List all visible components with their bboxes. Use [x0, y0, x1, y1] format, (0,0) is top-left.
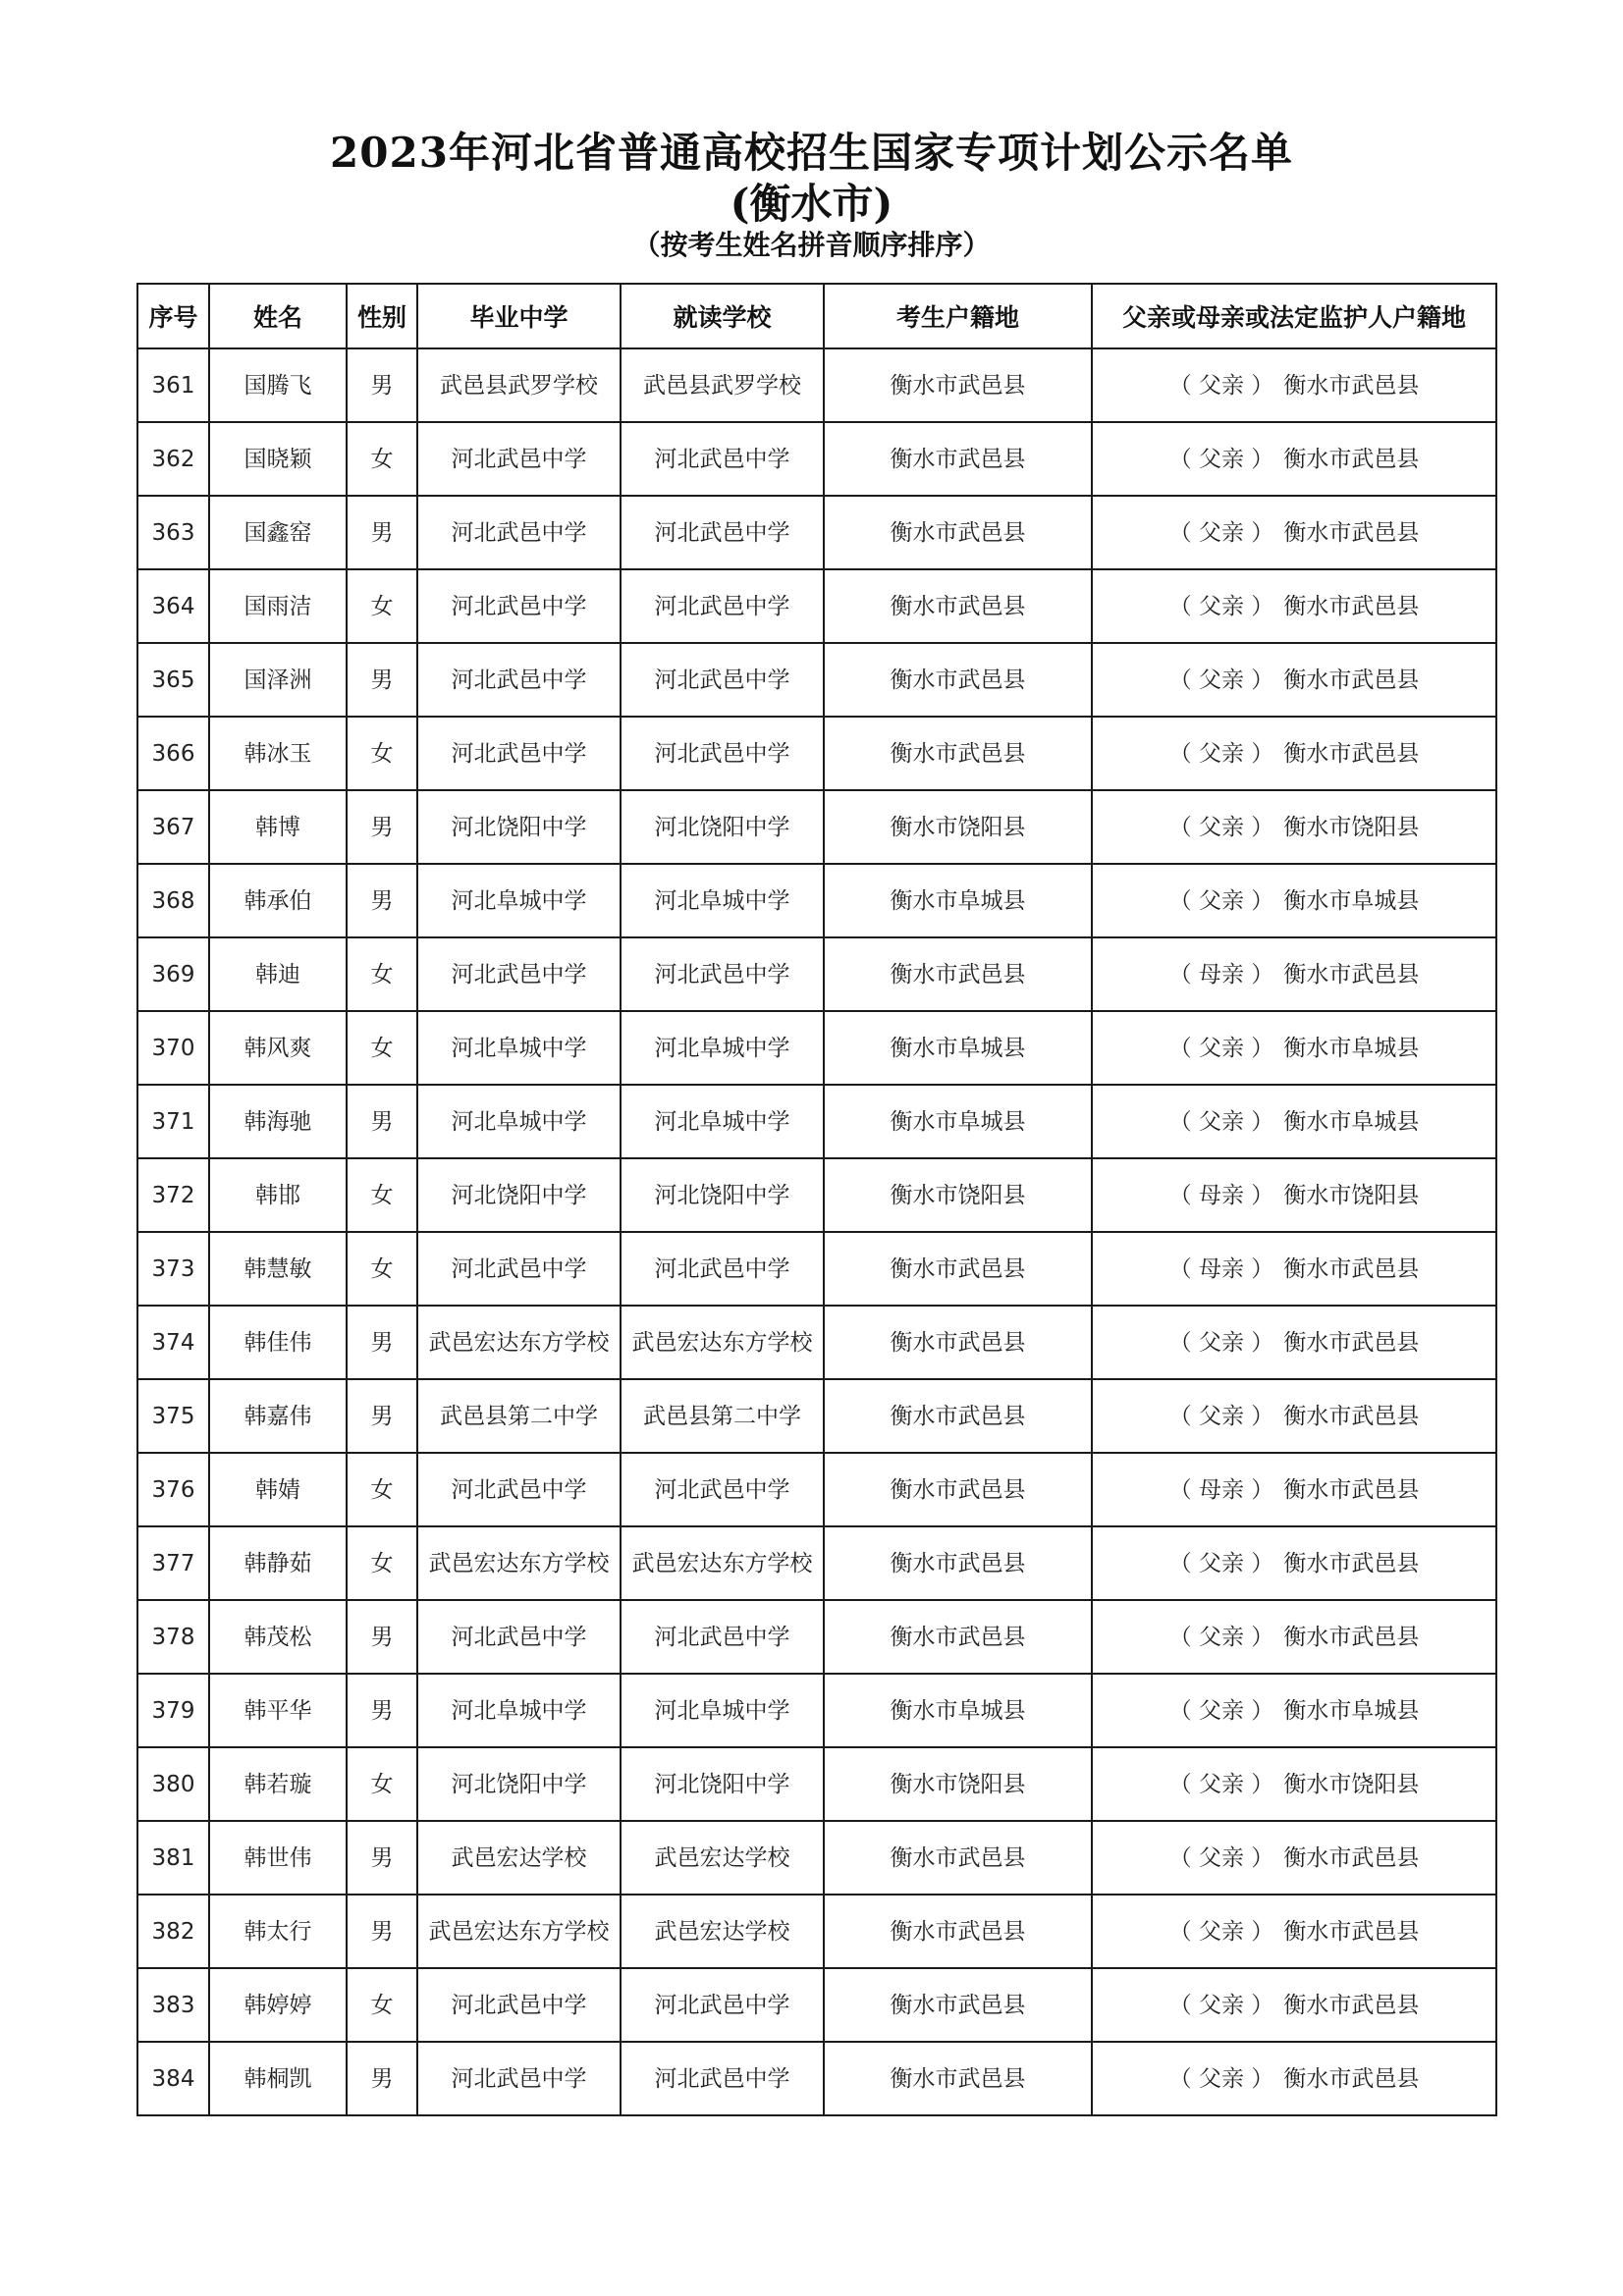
table-row: [137, 643, 1496, 717]
cell-gender: 女: [347, 1011, 417, 1085]
cell-name: 韩平华: [209, 1674, 347, 1747]
cell-name: 韩风爽: [209, 1011, 347, 1085]
cell-hukou: 衡水市武邑县: [824, 496, 1092, 569]
cell-name: 韩若璇: [209, 1747, 347, 1821]
cell-name: 韩迪: [209, 937, 347, 1011]
cell-serial: 368: [137, 864, 209, 937]
header-hukou: 考生户籍地: [824, 284, 1092, 348]
cell-current-school: 武邑县武罗学校: [621, 348, 824, 422]
cell-current-school: 河北武邑中学: [621, 1600, 824, 1674]
cell-guardian-hukou: [1092, 1453, 1496, 1526]
cell-current-school: 河北饶阳中学: [621, 1158, 824, 1232]
table-row: [137, 1968, 1496, 2042]
header-guardian-hukou: 父亲或母亲或法定监护人户籍地: [1092, 284, 1496, 348]
guardian-place: 衡水市饶阳县: [1283, 1771, 1420, 1797]
cell-guardian-hukou: [1092, 717, 1496, 790]
guardian-place: 衡水市武邑县: [1283, 1844, 1420, 1871]
cell-current-school: 河北阜城中学: [621, 864, 824, 937]
cell-name: 韩佳伟: [209, 1306, 347, 1379]
cell-name: 国晓颖: [209, 422, 347, 496]
guardian-place: 衡水市武邑县: [1283, 446, 1420, 472]
cell-graduation-school: 河北武邑中学: [417, 569, 621, 643]
cell-current-school: 河北阜城中学: [621, 1674, 824, 1747]
table-row: [137, 1085, 1496, 1158]
cell-serial: 372: [137, 1158, 209, 1232]
cell-serial: 361: [137, 348, 209, 422]
guardian-place: 衡水市武邑县: [1283, 1329, 1420, 1356]
cell-current-school: 河北武邑中学: [621, 496, 824, 569]
roster-table: [136, 283, 1497, 2116]
table-row: [137, 1747, 1496, 1821]
guardian-relation: （ 父亲 ）: [1168, 1035, 1274, 1061]
cell-gender: 男: [347, 1895, 417, 1968]
cell-gender: 男: [347, 1085, 417, 1158]
cell-gender: 男: [347, 643, 417, 717]
cell-guardian-hukou: [1092, 1600, 1496, 1674]
table-row: [137, 1674, 1496, 1747]
cell-graduation-school: 河北武邑中学: [417, 717, 621, 790]
table-header-row: [137, 284, 1496, 348]
cell-current-school: 河北武邑中学: [621, 1232, 824, 1306]
cell-serial: 366: [137, 717, 209, 790]
guardian-place: 衡水市阜城县: [1283, 1035, 1420, 1061]
guardian-place: 衡水市阜城县: [1283, 1697, 1420, 1724]
cell-current-school: 河北武邑中学: [621, 1968, 824, 2042]
cell-hukou: 衡水市阜城县: [824, 864, 1092, 937]
header-current-school: 就读学校: [621, 284, 824, 348]
cell-guardian-hukou: [1092, 1379, 1496, 1453]
cell-hukou: 衡水市阜城县: [824, 1085, 1092, 1158]
cell-graduation-school: 武邑宏达东方学校: [417, 1306, 621, 1379]
cell-guardian-hukou: [1092, 1085, 1496, 1158]
cell-hukou: 衡水市饶阳县: [824, 1747, 1092, 1821]
cell-gender: 女: [347, 1747, 417, 1821]
cell-graduation-school: 河北武邑中学: [417, 2042, 621, 2115]
cell-hukou: 衡水市武邑县: [824, 1895, 1092, 1968]
cell-hukou: 衡水市武邑县: [824, 1232, 1092, 1306]
guardian-place: 衡水市阜城县: [1283, 887, 1420, 914]
cell-guardian-hukou: [1092, 569, 1496, 643]
cell-graduation-school: 河北饶阳中学: [417, 1747, 621, 1821]
guardian-relation: （ 父亲 ）: [1168, 2065, 1274, 2092]
cell-hukou: 衡水市武邑县: [824, 1453, 1092, 1526]
cell-serial: 367: [137, 790, 209, 864]
cell-serial: 374: [137, 1306, 209, 1379]
guardian-place: 衡水市饶阳县: [1283, 814, 1420, 840]
guardian-relation: （ 父亲 ）: [1168, 814, 1274, 840]
cell-gender: 女: [347, 1453, 417, 1526]
header-gender: 性别: [347, 284, 417, 348]
guardian-relation: （ 父亲 ）: [1168, 519, 1274, 546]
cell-hukou: 衡水市武邑县: [824, 1600, 1092, 1674]
guardian-place: 衡水市武邑县: [1283, 1918, 1420, 1945]
guardian-place: 衡水市武邑县: [1283, 2065, 1420, 2092]
guardian-relation: （ 父亲 ）: [1168, 446, 1274, 472]
table-row: [137, 496, 1496, 569]
cell-current-school: 武邑宏达学校: [621, 1821, 824, 1895]
cell-serial: 377: [137, 1526, 209, 1600]
cell-hukou: 衡水市武邑县: [824, 717, 1092, 790]
cell-name: 国腾飞: [209, 348, 347, 422]
cell-serial: 381: [137, 1821, 209, 1895]
cell-graduation-school: 河北武邑中学: [417, 1600, 621, 1674]
cell-gender: 女: [347, 1232, 417, 1306]
table-row: [137, 937, 1496, 1011]
cell-guardian-hukou: [1092, 348, 1496, 422]
cell-guardian-hukou: [1092, 496, 1496, 569]
guardian-relation: （ 父亲 ）: [1168, 1697, 1274, 1724]
guardian-relation: （ 父亲 ）: [1168, 1624, 1274, 1650]
cell-guardian-hukou: [1092, 1232, 1496, 1306]
table-row: [137, 1895, 1496, 1968]
cell-current-school: 河北武邑中学: [621, 937, 824, 1011]
table-row: [137, 2042, 1496, 2115]
cell-name: 国雨洁: [209, 569, 347, 643]
cell-current-school: 河北武邑中学: [621, 569, 824, 643]
cell-gender: 男: [347, 348, 417, 422]
cell-current-school: 武邑宏达东方学校: [621, 1526, 824, 1600]
cell-name: 韩婧: [209, 1453, 347, 1526]
cell-graduation-school: 河北武邑中学: [417, 643, 621, 717]
guardian-relation: （ 母亲 ）: [1168, 961, 1274, 988]
cell-graduation-school: 河北武邑中学: [417, 1968, 621, 2042]
cell-gender: 女: [347, 422, 417, 496]
document-subtitle: (衡水市): [730, 180, 893, 228]
guardian-place: 衡水市武邑县: [1283, 593, 1420, 619]
cell-serial: 364: [137, 569, 209, 643]
cell-name: 韩婷婷: [209, 1968, 347, 2042]
cell-guardian-hukou: [1092, 1306, 1496, 1379]
guardian-place: 衡水市武邑县: [1283, 961, 1420, 988]
cell-name: 韩太行: [209, 1895, 347, 1968]
header-name: 姓名: [209, 284, 347, 348]
cell-current-school: 河北武邑中学: [621, 2042, 824, 2115]
cell-hukou: 衡水市武邑县: [824, 422, 1092, 496]
guardian-place: 衡水市武邑县: [1283, 1476, 1420, 1503]
table-row: [137, 348, 1496, 422]
guardian-place: 衡水市阜城县: [1283, 1108, 1420, 1135]
guardian-relation: （ 父亲 ）: [1168, 1403, 1274, 1429]
cell-name: 韩冰玉: [209, 717, 347, 790]
header-serial: 序号: [137, 284, 209, 348]
guardian-relation: （ 父亲 ）: [1168, 887, 1274, 914]
cell-guardian-hukou: [1092, 1821, 1496, 1895]
cell-serial: 373: [137, 1232, 209, 1306]
cell-gender: 男: [347, 496, 417, 569]
header-graduation-school: 毕业中学: [417, 284, 621, 348]
cell-graduation-school: 武邑县武罗学校: [417, 348, 621, 422]
cell-current-school: 河北武邑中学: [621, 422, 824, 496]
cell-name: 韩海驰: [209, 1085, 347, 1158]
cell-name: 韩慧敏: [209, 1232, 347, 1306]
cell-hukou: 衡水市饶阳县: [824, 1158, 1092, 1232]
cell-gender: 女: [347, 937, 417, 1011]
cell-serial: 382: [137, 1895, 209, 1968]
table-row: [137, 1232, 1496, 1306]
cell-serial: 384: [137, 2042, 209, 2115]
table-row: [137, 1306, 1496, 1379]
cell-hukou: 衡水市阜城县: [824, 1011, 1092, 1085]
cell-gender: 男: [347, 1600, 417, 1674]
table-row: [137, 864, 1496, 937]
guardian-place: 衡水市武邑县: [1283, 372, 1420, 399]
cell-gender: 男: [347, 2042, 417, 2115]
cell-graduation-school: 河北阜城中学: [417, 1085, 621, 1158]
cell-graduation-school: 河北武邑中学: [417, 1453, 621, 1526]
cell-guardian-hukou: [1092, 643, 1496, 717]
cell-gender: 男: [347, 790, 417, 864]
cell-name: 国泽洲: [209, 643, 347, 717]
cell-hukou: 衡水市阜城县: [824, 1674, 1092, 1747]
cell-current-school: 河北武邑中学: [621, 643, 824, 717]
cell-gender: 男: [347, 1379, 417, 1453]
cell-hukou: 衡水市武邑县: [824, 1968, 1092, 2042]
cell-guardian-hukou: [1092, 1158, 1496, 1232]
table-row: [137, 422, 1496, 496]
guardian-place: 衡水市武邑县: [1283, 1624, 1420, 1650]
cell-name: 韩茂松: [209, 1600, 347, 1674]
cell-current-school: 河北武邑中学: [621, 1453, 824, 1526]
cell-guardian-hukou: [1092, 1526, 1496, 1600]
cell-current-school: 武邑宏达东方学校: [621, 1306, 824, 1379]
cell-guardian-hukou: [1092, 2042, 1496, 2115]
guardian-relation: （ 父亲 ）: [1168, 1992, 1274, 2018]
guardian-relation: （ 父亲 ）: [1168, 740, 1274, 767]
guardian-place: 衡水市武邑县: [1283, 1255, 1420, 1282]
cell-name: 韩桐凯: [209, 2042, 347, 2115]
guardian-relation: （ 父亲 ）: [1168, 593, 1274, 619]
cell-name: 韩承伯: [209, 864, 347, 937]
cell-gender: 男: [347, 1306, 417, 1379]
cell-graduation-school: 武邑宏达学校: [417, 1821, 621, 1895]
cell-hukou: 衡水市武邑县: [824, 2042, 1092, 2115]
cell-gender: 男: [347, 864, 417, 937]
cell-gender: 男: [347, 1821, 417, 1895]
cell-name: 国鑫窑: [209, 496, 347, 569]
cell-guardian-hukou: [1092, 1895, 1496, 1968]
table-row: [137, 717, 1496, 790]
guardian-place: 衡水市武邑县: [1283, 1992, 1420, 2018]
cell-current-school: 河北阜城中学: [621, 1011, 824, 1085]
cell-graduation-school: 武邑宏达东方学校: [417, 1526, 621, 1600]
cell-graduation-school: 河北饶阳中学: [417, 1158, 621, 1232]
guardian-relation: （ 父亲 ）: [1168, 1771, 1274, 1797]
cell-gender: 女: [347, 1526, 417, 1600]
guardian-relation: （ 父亲 ）: [1168, 1918, 1274, 1945]
guardian-place: 衡水市武邑县: [1283, 1550, 1420, 1576]
cell-gender: 女: [347, 1158, 417, 1232]
cell-hukou: 衡水市武邑县: [824, 569, 1092, 643]
document-title: 2023年河北省普通高校招生国家专项计划公示名单: [330, 129, 1293, 177]
table-row: [137, 1453, 1496, 1526]
cell-hukou: 衡水市武邑县: [824, 348, 1092, 422]
guardian-relation: （ 父亲 ）: [1168, 1108, 1274, 1135]
cell-gender: 男: [347, 1674, 417, 1747]
cell-serial: 383: [137, 1968, 209, 2042]
cell-name: 韩嘉伟: [209, 1379, 347, 1453]
cell-current-school: 河北阜城中学: [621, 1085, 824, 1158]
cell-graduation-school: 武邑宏达东方学校: [417, 1895, 621, 1968]
cell-name: 韩静茹: [209, 1526, 347, 1600]
sort-note: （按考生姓名拼音顺序排序）: [632, 229, 991, 261]
cell-hukou: 衡水市武邑县: [824, 1526, 1092, 1600]
cell-current-school: 武邑宏达学校: [621, 1895, 824, 1968]
cell-current-school: 河北武邑中学: [621, 717, 824, 790]
table-row: [137, 790, 1496, 864]
cell-serial: 380: [137, 1747, 209, 1821]
table-row: [137, 1011, 1496, 1085]
cell-serial: 379: [137, 1674, 209, 1747]
guardian-relation: （ 父亲 ）: [1168, 372, 1274, 399]
guardian-relation: （ 父亲 ）: [1168, 1550, 1274, 1576]
cell-graduation-school: 河北阜城中学: [417, 1011, 621, 1085]
table-row: [137, 1379, 1496, 1453]
table-row: [137, 569, 1496, 643]
cell-guardian-hukou: [1092, 1011, 1496, 1085]
cell-gender: 女: [347, 1968, 417, 2042]
cell-graduation-school: 河北饶阳中学: [417, 790, 621, 864]
cell-serial: 376: [137, 1453, 209, 1526]
table-row: [137, 1158, 1496, 1232]
cell-gender: 女: [347, 569, 417, 643]
cell-name: 韩世伟: [209, 1821, 347, 1895]
guardian-place: 衡水市饶阳县: [1283, 1182, 1420, 1208]
cell-guardian-hukou: [1092, 422, 1496, 496]
guardian-place: 衡水市武邑县: [1283, 519, 1420, 546]
table-row: [137, 1821, 1496, 1895]
cell-graduation-school: 河北阜城中学: [417, 1674, 621, 1747]
guardian-relation: （ 母亲 ）: [1168, 1255, 1274, 1282]
cell-hukou: 衡水市武邑县: [824, 1821, 1092, 1895]
cell-serial: 375: [137, 1379, 209, 1453]
guardian-place: 衡水市武邑县: [1283, 667, 1420, 693]
cell-serial: 362: [137, 422, 209, 496]
cell-graduation-school: 武邑县第二中学: [417, 1379, 621, 1453]
cell-guardian-hukou: [1092, 1747, 1496, 1821]
cell-guardian-hukou: [1092, 1968, 1496, 2042]
cell-guardian-hukou: [1092, 937, 1496, 1011]
cell-name: 韩博: [209, 790, 347, 864]
cell-serial: 369: [137, 937, 209, 1011]
cell-serial: 363: [137, 496, 209, 569]
cell-hukou: 衡水市武邑县: [824, 643, 1092, 717]
cell-hukou: 衡水市武邑县: [824, 937, 1092, 1011]
guardian-relation: （ 父亲 ）: [1168, 667, 1274, 693]
guardian-relation: （ 母亲 ）: [1168, 1476, 1274, 1503]
cell-serial: 365: [137, 643, 209, 717]
cell-graduation-school: 河北武邑中学: [417, 422, 621, 496]
cell-serial: 378: [137, 1600, 209, 1674]
guardian-relation: （ 父亲 ）: [1168, 1329, 1274, 1356]
cell-current-school: 河北饶阳中学: [621, 1747, 824, 1821]
table-body: [137, 348, 1496, 2115]
cell-gender: 女: [347, 717, 417, 790]
cell-current-school: 武邑县第二中学: [621, 1379, 824, 1453]
cell-guardian-hukou: [1092, 790, 1496, 864]
guardian-relation: （ 母亲 ）: [1168, 1182, 1274, 1208]
cell-serial: 371: [137, 1085, 209, 1158]
table-row: [137, 1600, 1496, 1674]
cell-guardian-hukou: [1092, 864, 1496, 937]
cell-graduation-school: 河北阜城中学: [417, 864, 621, 937]
cell-graduation-school: 河北武邑中学: [417, 496, 621, 569]
table-row: [137, 1526, 1496, 1600]
cell-serial: 370: [137, 1011, 209, 1085]
cell-graduation-school: 河北武邑中学: [417, 1232, 621, 1306]
cell-name: 韩邯: [209, 1158, 347, 1232]
guardian-relation: （ 父亲 ）: [1168, 1844, 1274, 1871]
guardian-place: 衡水市武邑县: [1283, 740, 1420, 767]
cell-current-school: 河北饶阳中学: [621, 790, 824, 864]
cell-hukou: 衡水市武邑县: [824, 1306, 1092, 1379]
cell-graduation-school: 河北武邑中学: [417, 937, 621, 1011]
cell-hukou: 衡水市武邑县: [824, 1379, 1092, 1453]
guardian-place: 衡水市武邑县: [1283, 1403, 1420, 1429]
cell-hukou: 衡水市饶阳县: [824, 790, 1092, 864]
cell-guardian-hukou: [1092, 1674, 1496, 1747]
